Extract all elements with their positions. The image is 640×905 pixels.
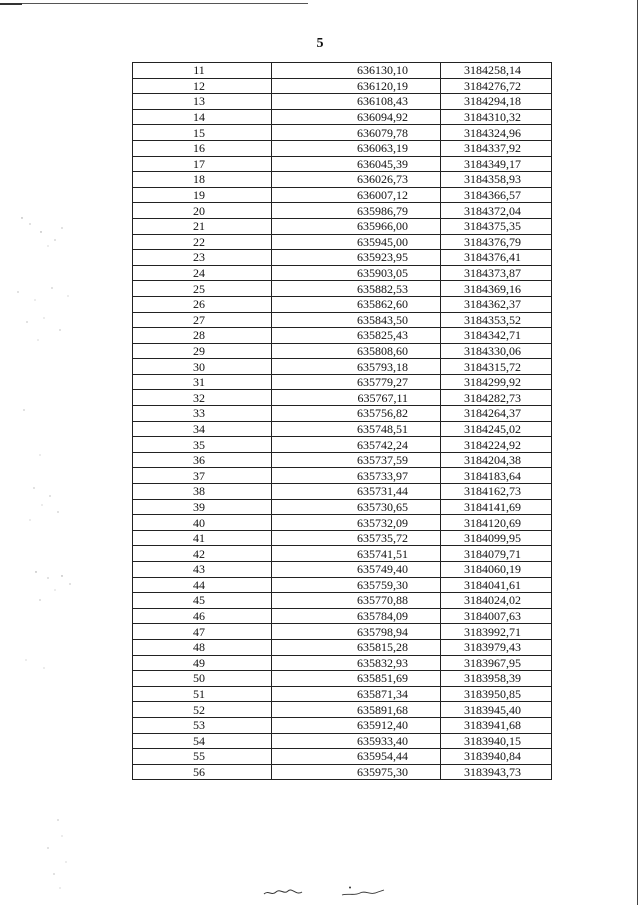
x-coordinate-cell: 635832,93 — [272, 655, 441, 671]
point-number-cell: 42 — [133, 546, 272, 562]
y-coordinate-cell: 3184330,06 — [441, 343, 552, 359]
y-coordinate-cell: 3184376,79 — [441, 234, 552, 250]
y-coordinate-cell: 3184041,61 — [441, 577, 552, 593]
y-coordinate-cell: 3184369,16 — [441, 281, 552, 297]
point-number-cell: 44 — [133, 577, 272, 593]
point-number-cell: 48 — [133, 639, 272, 655]
table-row — [133, 686, 552, 702]
y-coordinate-cell: 3184245,02 — [441, 421, 552, 437]
x-coordinate-cell: 635986,79 — [272, 203, 441, 219]
y-coordinate-cell: 3183992,71 — [441, 624, 552, 640]
point-number-cell: 55 — [133, 749, 272, 765]
point-number-cell: 14 — [133, 109, 272, 125]
table-row — [133, 593, 552, 609]
y-coordinate-cell: 3184315,72 — [441, 359, 552, 375]
x-coordinate-cell: 635808,60 — [272, 343, 441, 359]
x-coordinate-cell: 636094,92 — [272, 109, 441, 125]
y-coordinate-cell: 3184204,38 — [441, 452, 552, 468]
point-number-cell: 32 — [133, 390, 272, 406]
y-coordinate-cell: 3183941,68 — [441, 717, 552, 733]
y-coordinate-cell: 3184358,93 — [441, 172, 552, 188]
footer-signature-marks — [262, 885, 392, 899]
y-coordinate-cell: 3184294,18 — [441, 94, 552, 110]
x-coordinate-cell: 635735,72 — [272, 530, 441, 546]
table-row — [133, 390, 552, 406]
point-number-cell: 11 — [133, 63, 272, 79]
table-row — [133, 218, 552, 234]
x-coordinate-cell: 635862,60 — [272, 296, 441, 312]
y-coordinate-cell: 3184349,17 — [441, 156, 552, 172]
x-coordinate-cell: 635784,09 — [272, 608, 441, 624]
y-coordinate-cell: 3183950,85 — [441, 686, 552, 702]
point-number-cell: 43 — [133, 562, 272, 578]
point-number-cell: 25 — [133, 281, 272, 297]
point-number-cell: 15 — [133, 125, 272, 141]
x-coordinate-cell: 635742,24 — [272, 437, 441, 453]
point-number-cell: 33 — [133, 406, 272, 422]
point-number-cell: 28 — [133, 328, 272, 344]
table-row — [133, 312, 552, 328]
y-coordinate-cell: 3184342,71 — [441, 328, 552, 344]
y-coordinate-cell: 3184324,96 — [441, 125, 552, 141]
y-coordinate-cell: 3184353,52 — [441, 312, 552, 328]
x-coordinate-cell: 636063,19 — [272, 140, 441, 156]
point-number-cell: 24 — [133, 265, 272, 281]
y-coordinate-cell: 3184375,35 — [441, 218, 552, 234]
table-row — [133, 328, 552, 344]
x-coordinate-cell: 635871,34 — [272, 686, 441, 702]
x-coordinate-cell: 635954,44 — [272, 749, 441, 765]
table-row — [133, 250, 552, 266]
x-coordinate-cell: 635923,95 — [272, 250, 441, 266]
y-coordinate-cell: 3184276,72 — [441, 78, 552, 94]
table-row — [133, 374, 552, 390]
table-row — [133, 359, 552, 375]
table-row — [133, 265, 552, 281]
x-coordinate-cell: 635767,11 — [272, 390, 441, 406]
table-row — [133, 78, 552, 94]
table-row — [133, 296, 552, 312]
table-row — [133, 624, 552, 640]
x-coordinate-cell: 635975,30 — [272, 764, 441, 780]
y-coordinate-cell: 3184120,69 — [441, 515, 552, 531]
x-coordinate-cell: 635779,27 — [272, 374, 441, 390]
table-row — [133, 764, 552, 780]
point-number-cell: 21 — [133, 218, 272, 234]
point-number-cell: 53 — [133, 717, 272, 733]
x-coordinate-cell: 635815,28 — [272, 639, 441, 655]
x-coordinate-cell: 635731,44 — [272, 484, 441, 500]
y-coordinate-cell: 3184258,14 — [441, 63, 552, 79]
table-row — [133, 733, 552, 749]
point-number-cell: 41 — [133, 530, 272, 546]
x-coordinate-cell: 636130,10 — [272, 63, 441, 79]
y-coordinate-cell: 3184337,92 — [441, 140, 552, 156]
x-coordinate-cell: 635793,18 — [272, 359, 441, 375]
y-coordinate-cell: 3183940,84 — [441, 749, 552, 765]
x-coordinate-cell: 636007,12 — [272, 187, 441, 203]
x-coordinate-cell: 635945,00 — [272, 234, 441, 250]
x-coordinate-cell: 635891,68 — [272, 702, 441, 718]
point-number-cell: 39 — [133, 499, 272, 515]
x-coordinate-cell: 636045,39 — [272, 156, 441, 172]
table-row — [133, 671, 552, 687]
point-number-cell: 31 — [133, 374, 272, 390]
y-coordinate-cell: 3184362,37 — [441, 296, 552, 312]
y-coordinate-cell: 3184183,64 — [441, 468, 552, 484]
table-row — [133, 406, 552, 422]
y-coordinate-cell: 3184264,37 — [441, 406, 552, 422]
point-number-cell: 16 — [133, 140, 272, 156]
table-row — [133, 203, 552, 219]
point-number-cell: 56 — [133, 764, 272, 780]
coordinates-table — [132, 62, 552, 780]
x-coordinate-cell: 635966,00 — [272, 218, 441, 234]
y-coordinate-cell: 3184366,57 — [441, 187, 552, 203]
x-coordinate-cell: 635933,40 — [272, 733, 441, 749]
table-row — [133, 530, 552, 546]
x-coordinate-cell: 635851,69 — [272, 671, 441, 687]
y-coordinate-cell: 3183958,39 — [441, 671, 552, 687]
point-number-cell: 22 — [133, 234, 272, 250]
table-row — [133, 156, 552, 172]
x-coordinate-cell: 635733,97 — [272, 468, 441, 484]
table-row — [133, 702, 552, 718]
y-coordinate-cell: 3184373,87 — [441, 265, 552, 281]
x-coordinate-cell: 635882,53 — [272, 281, 441, 297]
x-coordinate-cell: 635748,51 — [272, 421, 441, 437]
point-number-cell: 20 — [133, 203, 272, 219]
point-number-cell: 13 — [133, 94, 272, 110]
table-row — [133, 125, 552, 141]
x-coordinate-cell: 635843,50 — [272, 312, 441, 328]
x-coordinate-cell: 635903,05 — [272, 265, 441, 281]
y-coordinate-cell: 3184224,92 — [441, 437, 552, 453]
table-row — [133, 546, 552, 562]
y-coordinate-cell: 3183967,95 — [441, 655, 552, 671]
x-coordinate-cell: 635732,09 — [272, 515, 441, 531]
point-number-cell: 19 — [133, 187, 272, 203]
y-coordinate-cell: 3184099,95 — [441, 530, 552, 546]
point-number-cell: 18 — [133, 172, 272, 188]
table-row — [133, 717, 552, 733]
table-row — [133, 452, 552, 468]
table-row — [133, 343, 552, 359]
table-row — [133, 421, 552, 437]
x-coordinate-cell: 636120,19 — [272, 78, 441, 94]
point-number-cell: 37 — [133, 468, 272, 484]
point-number-cell: 12 — [133, 78, 272, 94]
y-coordinate-cell: 3183945,40 — [441, 702, 552, 718]
table-row — [133, 608, 552, 624]
scan-right-edge — [637, 0, 638, 905]
x-coordinate-cell: 635730,65 — [272, 499, 441, 515]
table-row — [133, 515, 552, 531]
table-row — [133, 94, 552, 110]
point-number-cell: 38 — [133, 484, 272, 500]
point-number-cell: 30 — [133, 359, 272, 375]
table-row — [133, 187, 552, 203]
point-number-cell: 17 — [133, 156, 272, 172]
point-number-cell: 26 — [133, 296, 272, 312]
x-coordinate-cell: 635756,82 — [272, 406, 441, 422]
x-coordinate-cell: 636026,73 — [272, 172, 441, 188]
table-row — [133, 499, 552, 515]
point-number-cell: 47 — [133, 624, 272, 640]
y-coordinate-cell: 3183940,15 — [441, 733, 552, 749]
x-coordinate-cell: 636108,43 — [272, 94, 441, 110]
point-number-cell: 49 — [133, 655, 272, 671]
y-coordinate-cell: 3184079,71 — [441, 546, 552, 562]
x-coordinate-cell: 635737,59 — [272, 452, 441, 468]
table-row — [133, 562, 552, 578]
table-row — [133, 234, 552, 250]
x-coordinate-cell: 635912,40 — [272, 717, 441, 733]
point-number-cell: 54 — [133, 733, 272, 749]
scan-noise — [0, 0, 100, 905]
y-coordinate-cell: 3184282,73 — [441, 390, 552, 406]
table-row — [133, 655, 552, 671]
point-number-cell: 40 — [133, 515, 272, 531]
point-number-cell: 46 — [133, 608, 272, 624]
x-coordinate-cell: 635759,30 — [272, 577, 441, 593]
y-coordinate-cell: 3184310,32 — [441, 109, 552, 125]
point-number-cell: 23 — [133, 250, 272, 266]
x-coordinate-cell: 635741,51 — [272, 546, 441, 562]
point-number-cell: 50 — [133, 671, 272, 687]
y-coordinate-cell: 3184141,69 — [441, 499, 552, 515]
table-row — [133, 140, 552, 156]
x-coordinate-cell: 636079,78 — [272, 125, 441, 141]
point-number-cell: 36 — [133, 452, 272, 468]
x-coordinate-cell: 635770,88 — [272, 593, 441, 609]
x-coordinate-cell: 635798,94 — [272, 624, 441, 640]
table-row — [133, 437, 552, 453]
table-row — [133, 281, 552, 297]
y-coordinate-cell: 3184162,73 — [441, 484, 552, 500]
table-row — [133, 639, 552, 655]
y-coordinate-cell: 3184376,41 — [441, 250, 552, 266]
page-number: 5 — [316, 36, 324, 51]
x-coordinate-cell: 635749,40 — [272, 562, 441, 578]
x-coordinate-cell: 635825,43 — [272, 328, 441, 344]
point-number-cell: 45 — [133, 593, 272, 609]
table-row — [133, 172, 552, 188]
table-row — [133, 63, 552, 79]
y-coordinate-cell: 3184024,02 — [441, 593, 552, 609]
point-number-cell: 35 — [133, 437, 272, 453]
point-number-cell: 51 — [133, 686, 272, 702]
table-row — [133, 484, 552, 500]
table-row — [133, 109, 552, 125]
table-row — [133, 749, 552, 765]
coordinates-table-body — [133, 63, 552, 780]
table-row — [133, 577, 552, 593]
y-coordinate-cell: 3184372,04 — [441, 203, 552, 219]
point-number-cell: 27 — [133, 312, 272, 328]
y-coordinate-cell: 3183979,43 — [441, 639, 552, 655]
y-coordinate-cell: 3184007,63 — [441, 608, 552, 624]
point-number-cell: 34 — [133, 421, 272, 437]
table-row — [133, 468, 552, 484]
point-number-cell: 29 — [133, 343, 272, 359]
y-coordinate-cell: 3184060,19 — [441, 562, 552, 578]
y-coordinate-cell: 3184299,92 — [441, 374, 552, 390]
y-coordinate-cell: 3183943,73 — [441, 764, 552, 780]
point-number-cell: 52 — [133, 702, 272, 718]
